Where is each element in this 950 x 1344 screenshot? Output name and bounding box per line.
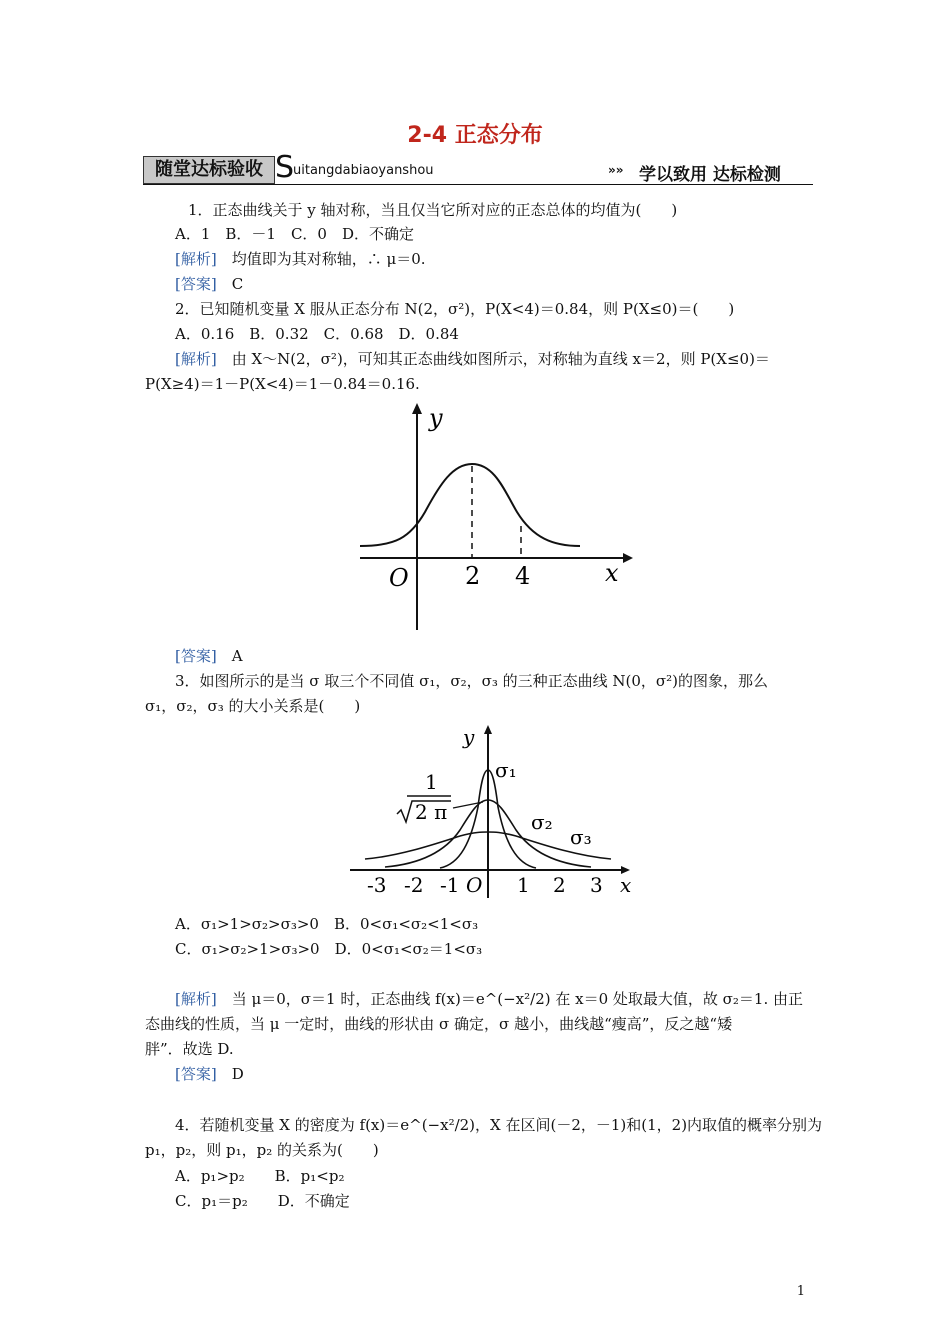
- tick-label: 2: [465, 562, 481, 590]
- x-axis-arrow: [623, 553, 633, 563]
- three-normal-curves-figure: [345, 722, 640, 902]
- q4-options-cd: C．p₁＝p₂ D．不确定: [175, 1192, 350, 1210]
- page-title: 2-4 正态分布: [407, 123, 543, 148]
- tick-label: 4: [515, 562, 531, 590]
- y-axis-arrow: [484, 725, 492, 734]
- q3-analysis-line1: [175, 989, 803, 1009]
- q2-analysis-text: 由 X～N(2，σ²)，可知其正态曲线如图所示，对称轴为直线 x＝2，则 P(X≤0)＝: [216, 350, 770, 368]
- banner-arrows: »»: [608, 163, 624, 177]
- fraction-denominator: 2 π: [415, 800, 448, 824]
- banner-label: 随堂达标验收: [143, 156, 275, 184]
- q2-answer: [175, 646, 243, 666]
- section-banner: [143, 150, 813, 186]
- tick-label: -3: [367, 873, 387, 897]
- q1-answer-text: C: [216, 275, 244, 293]
- q4-options-ab: A．p₁>p₂ B．p₁<p₂: [175, 1167, 345, 1185]
- tick-label: 1: [517, 873, 530, 897]
- q1-analysis: [175, 249, 426, 269]
- q1-stem: 1．正态曲线关于 y 轴对称，当且仅当它所对应的正态总体的均值为( ): [188, 201, 678, 219]
- q1-answer: [175, 274, 243, 294]
- q1-options: A．1 B．－1 C．0 D．不确定: [175, 225, 414, 243]
- q3-stem-line1: 3．如图所示的是当 σ 取三个不同值 σ₁，σ₂，σ₃ 的三种正态曲线 N(0，σ²)的图象，那么: [175, 672, 769, 690]
- q2-answer-text: A: [216, 647, 243, 665]
- banner-big-letter: S: [275, 150, 295, 185]
- y-axis-arrow: [412, 403, 422, 414]
- tick-label: 3: [590, 873, 603, 897]
- y-axis-label: y: [463, 725, 475, 749]
- y-axis-label: y: [429, 404, 443, 432]
- q3-options-ab: A．σ₁>1>σ₂>σ₃>0 B．0<σ₁<σ₂<1<σ₃: [175, 915, 479, 933]
- q3-options-cd: C．σ₁>σ₂>1>σ₃>0 D．0<σ₁<σ₂＝1<σ₃: [175, 940, 483, 958]
- q4-stem-line1: 4．若随机变量 X 的密度为 f(x)＝e^(−x²/2)，X 在区间(－2，－1)和(1，2)内取值的概率分别为: [175, 1116, 823, 1134]
- x-axis-label: x: [605, 559, 619, 587]
- tick-label: 2: [553, 873, 566, 897]
- banner-underline: [143, 184, 813, 185]
- analysis-tag: [解析]: [175, 250, 217, 268]
- q1-analysis-text: 均值即为其对称轴，∴ μ＝0.: [216, 250, 426, 268]
- normal-curve: [360, 464, 580, 546]
- fraction-numerator: 1: [425, 770, 438, 794]
- answer-tag: [答案]: [175, 275, 217, 293]
- answer-tag: [答案]: [175, 1065, 217, 1083]
- answer-tag: [答案]: [175, 647, 217, 665]
- sigma2-label: σ₂: [531, 810, 553, 834]
- sigma1-label: σ₁: [495, 758, 517, 782]
- q3-answer-text: D: [216, 1065, 244, 1083]
- tick-label: -2: [404, 873, 424, 897]
- tick-label: -1: [440, 873, 460, 897]
- sigma3-label: σ₃: [570, 825, 592, 849]
- origin-label: O: [466, 873, 483, 897]
- q4-stem-line2: p₁，p₂，则 p₁，p₂ 的关系为( ): [145, 1141, 379, 1159]
- origin-label: O: [389, 564, 409, 592]
- analysis-tag: [解析]: [175, 350, 217, 368]
- q2-analysis-line1: [175, 349, 770, 369]
- banner-pinyin: uitangdabiaoyanshou: [293, 163, 434, 178]
- q2-analysis-line2: P(X≥4)＝1－P(X<4)＝1－0.84＝0.16.: [145, 375, 420, 393]
- banner-slogan: 学以致用 达标检测: [639, 165, 781, 185]
- x-axis-label: x: [620, 873, 632, 897]
- page-number: 1: [796, 1284, 805, 1299]
- analysis-tag: [解析]: [175, 990, 217, 1008]
- q3-analysis-text: 当 μ＝0，σ＝1 时，正态曲线 f(x)＝e^(−x²/2) 在 x＝0 处取最大值，故 σ₂＝1. 由正: [216, 990, 804, 1008]
- q3-analysis-line2: 态曲线的性质，当 μ 一定时，曲线的形状由 σ 确定，σ 越小，曲线越“瘦高”，反之越“矮: [145, 1015, 733, 1033]
- q2-stem: 2．已知随机变量 X 服从正态分布 N(2，σ²)，P(X<4)＝0.84，则 P(X≤0)＝( ): [175, 300, 735, 318]
- q2-options: A．0.16 B．0.32 C．0.68 D．0.84: [175, 325, 459, 343]
- q3-analysis-line3: 胖”．故选 D.: [145, 1040, 234, 1058]
- q3-answer: [175, 1064, 244, 1084]
- normal-curve-figure: [355, 400, 635, 640]
- q3-stem-line2: σ₁，σ₂，σ₃ 的大小关系是( ): [145, 697, 361, 715]
